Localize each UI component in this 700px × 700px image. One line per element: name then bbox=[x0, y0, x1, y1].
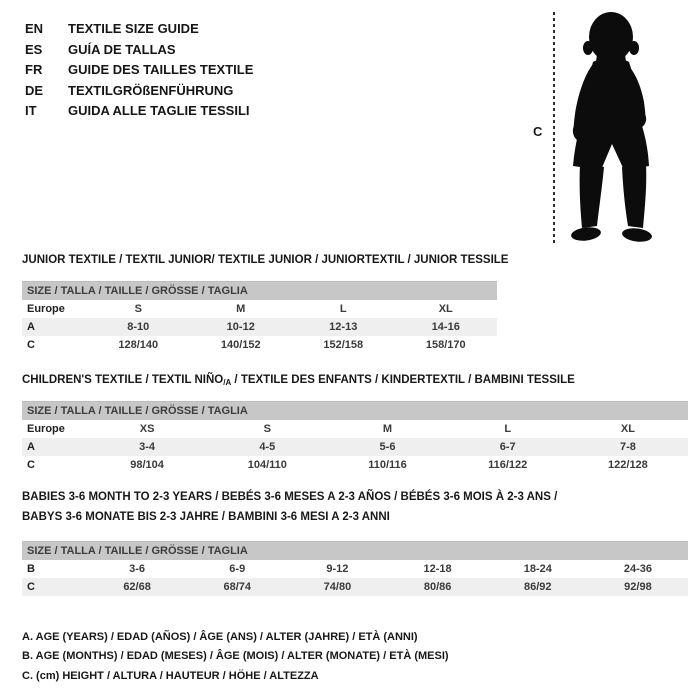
footnote-b: B. AGE (MONTHS) / EDAD (MESES) / ÂGE (MOIS) / ALTER (MONATE) / ETÀ (MESI) bbox=[22, 650, 449, 663]
table-cell: 140/152 bbox=[220, 339, 261, 351]
section-title-line: JUNIOR TEXTILE / TEXTIL JUNIOR/ TEXTILE JUNIOR / JUNIORTEXTIL / JUNIOR TESSILE bbox=[22, 254, 509, 266]
language-list bbox=[25, 19, 253, 122]
language-label: GUIDA ALLE TAGLIE TESSILI bbox=[68, 103, 250, 118]
table-cell: 4-5 bbox=[259, 441, 276, 453]
table-cell: XS bbox=[139, 423, 155, 435]
language-row bbox=[25, 81, 253, 102]
table-cell: 116/122 bbox=[488, 459, 528, 471]
table-cell: 8-10 bbox=[127, 321, 150, 333]
language-code: IT bbox=[25, 103, 37, 118]
table-size-header: SIZE / TALLA / TAILLE / GRÖSSE / TAGLIA bbox=[22, 401, 688, 420]
section-title-babies bbox=[22, 488, 662, 527]
size-table-babies bbox=[22, 541, 688, 596]
row-label: Europe bbox=[27, 423, 65, 435]
table-cell: 98/104 bbox=[130, 459, 164, 471]
table-cell: 110/116 bbox=[368, 459, 407, 471]
table-cell: 9-12 bbox=[326, 563, 349, 575]
table-row-c bbox=[22, 578, 688, 596]
toddler-silhouette-image bbox=[561, 10, 665, 245]
language-label: GUIDE DES TAILLES TEXTILE bbox=[68, 62, 254, 77]
language-code: EN bbox=[25, 21, 44, 36]
table-cell: XL bbox=[620, 423, 635, 435]
height-measure-label: C bbox=[533, 124, 543, 139]
table-cell: L bbox=[339, 303, 347, 315]
row-label: Europe bbox=[27, 303, 65, 315]
height-dotted-line bbox=[553, 12, 555, 243]
language-code: FR bbox=[25, 62, 43, 77]
language-row bbox=[25, 19, 253, 40]
table-cell: 62/68 bbox=[123, 581, 151, 593]
table-cell: 158/170 bbox=[425, 339, 466, 351]
language-label: GUÍA DE TALLAS bbox=[68, 41, 176, 57]
row-label: C bbox=[27, 459, 35, 471]
table-size-header: SIZE / TALLA / TAILLE / GRÖSSE / TAGLIA bbox=[22, 281, 497, 300]
language-row bbox=[25, 40, 253, 61]
table-cell: XL bbox=[438, 303, 453, 315]
table-row-europe bbox=[22, 420, 688, 438]
size-table-children bbox=[22, 401, 688, 474]
section-title-line: BABYS 3-6 MONATE BIS 2-3 JAHRE / BAMBINI 3-6 MESI A 2-3 ANNI bbox=[22, 510, 390, 523]
row-label: C bbox=[27, 581, 35, 593]
language-label: TEXTILGRÖßENFÜHRUNG bbox=[68, 82, 234, 98]
language-row bbox=[25, 60, 253, 81]
row-label: A bbox=[27, 321, 35, 333]
table-cell: 18-24 bbox=[523, 563, 552, 575]
table-cell: 122/128 bbox=[608, 459, 648, 471]
table-cell: 12-18 bbox=[423, 563, 452, 575]
table-row-c bbox=[22, 336, 497, 354]
table-size-header: SIZE / TALLA / TAILLE / GRÖSSE / TAGLIA bbox=[22, 541, 688, 560]
language-row bbox=[25, 101, 253, 122]
table-cell: 74/80 bbox=[323, 581, 352, 593]
table-cell: 5-6 bbox=[379, 441, 396, 453]
table-cell: 128/140 bbox=[118, 339, 159, 351]
table-cell: L bbox=[504, 423, 512, 435]
row-label: B bbox=[27, 563, 35, 575]
row-label: A bbox=[27, 441, 35, 453]
table-cell: S bbox=[263, 423, 271, 435]
section-title-line: CHILDREN'S TEXTILE / TEXTIL $NIÑO_{/A}$ / TEXTILE DES ENFANTS / KINDERTEXTIL / BAMBINI TESSILE bbox=[22, 374, 575, 387]
table-cell: 6-9 bbox=[229, 563, 246, 575]
table-cell: 152/158 bbox=[323, 339, 364, 351]
table-cell: 80/86 bbox=[423, 581, 452, 593]
table-row-c bbox=[22, 456, 688, 474]
footnote-a: A. AGE (YEARS) / EDAD (AÑOS) / ÂGE (ANS) / ALTER (JAHRE) / ETÀ (ANNI) bbox=[22, 631, 418, 643]
language-label: TEXTILE SIZE GUIDE bbox=[68, 21, 199, 36]
table-cell: 3-4 bbox=[139, 441, 156, 453]
row-label: C bbox=[27, 339, 35, 351]
table-cell: 86/92 bbox=[524, 581, 552, 593]
table-cell: 14-16 bbox=[431, 321, 460, 333]
table-cell: M bbox=[382, 423, 393, 435]
table-cell: 10-12 bbox=[226, 321, 255, 333]
table-cell: 104/110 bbox=[247, 459, 287, 471]
table-cell: 7-8 bbox=[619, 441, 636, 453]
table-cell: 6-7 bbox=[499, 441, 516, 453]
table-row-a bbox=[22, 438, 688, 456]
table-cell: M bbox=[236, 303, 246, 315]
language-code: DE bbox=[25, 82, 44, 98]
footnotes bbox=[22, 628, 449, 686]
footnote-c: C. (cm) HEIGHT / ALTURA / HAUTEUR / HÖHE / ALTEZZA bbox=[22, 669, 319, 682]
section-title-children bbox=[22, 373, 662, 390]
table-row-europe bbox=[22, 300, 497, 318]
size-table-junior bbox=[22, 281, 497, 354]
table-row-b bbox=[22, 560, 688, 578]
table-cell: S bbox=[134, 303, 142, 315]
table-cell: 3-6 bbox=[129, 563, 146, 575]
section-title-line: BABIES 3-6 MONTH TO 2-3 YEARS / BEBÉS 3-6 MESES A 2-3 AÑOS / BÉBÉS 3-6 MOIS À 2-3 ANS / bbox=[22, 491, 558, 503]
language-code: ES bbox=[25, 41, 43, 57]
section-title-junior bbox=[22, 253, 582, 267]
table-cell: 24-36 bbox=[623, 563, 653, 575]
table-cell: 92/98 bbox=[624, 581, 652, 593]
table-cell: 12-13 bbox=[329, 321, 358, 333]
table-cell: 68/74 bbox=[223, 581, 252, 593]
table-row-a bbox=[22, 318, 497, 336]
